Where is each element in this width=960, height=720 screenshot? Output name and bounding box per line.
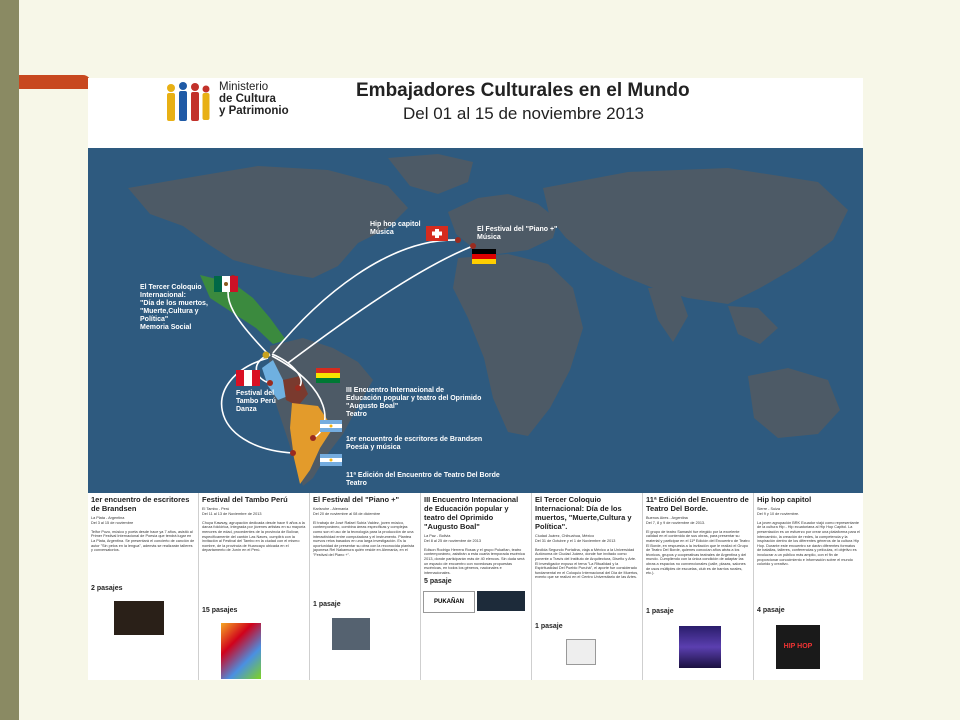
panel-body: Ciudad Juárez, Chihuahua, México Del 31 de Octubre y el 1 de Noviembre de 2013 Becilda Segundo Portalina, viaja a México a la Universidad Autónoma de Ciudad Juárez, donde fue invitado como ponente a Travís del Instituto de Arquitectura, Diseño y Arte. El investigador expuso el tema "La Ritualidad y la Espiritualidad Del Pueblo Puruhá", el aporte fue considerado fundamental en el Coloquio Internacional del Día de Muertos, evento que se realizó en el Centro Universitario de las Artes. — [535, 534, 639, 580]
panel-photo — [114, 601, 164, 635]
panel-body: Sierre - Suiza Del 9 y 10 de noviembre. La joven agrupación BRK Ecuador viajó como representante de la cultura Hip - Hip ecuatoriana al Hip Hop Capitol. La presentación es un esfuerzo por crear una plataforma para el intercambio, la creación de redes, la competencia y la inspiración dentro de los diferentes géneros de la cultura Hip Hop. Durante este encuentro se darán diferentes formatos de batallas, talleres, conferencias y películas, el objetivo es involucrar a un público más amplio, con el fin de proporcionar conocimiento e información sobre el mundo colorido y creativo. — [757, 507, 860, 567]
slide-title: Embajadores Culturales en el Mundo — [356, 80, 690, 101]
map-label-tambo: Festival del Tambo Perú Danza — [236, 390, 276, 413]
panel-photo — [566, 639, 596, 665]
panel-passes: 15 pasajes — [202, 607, 238, 614]
slide-header — [88, 78, 863, 150]
switzerland-flag-icon — [426, 226, 448, 241]
panel-borde — [643, 493, 753, 680]
panel-title: Festival del Tambo Perú — [202, 495, 288, 504]
panel-encuentro — [421, 493, 531, 680]
ministry-logo-icon — [163, 80, 211, 126]
ministry-line2: de Cultura — [219, 93, 276, 105]
panel-body: Buenos Aires - Argentina Del 7, 8 y 9 de noviembre de 2013. El grupo de teatro Samashi fue elegido por la excelente calidad en el contenido de sus obras, para presentar su material y participar en el 11ª Edición del Encuentro de Teatro El Borde, en respuesta a la invitación que le realizó el Grupo de Teatro Del Borde, quienes conocían años atrás a los técnicos, grupos y cooperativas teatrales de Argentina y del mundo. Cumpliendo con la única condición de adaptar las obras a espacios no convencionales (calle, plazas, salones de usos múltiples de escuelas, club es de barrios rurales, etc.). — [646, 516, 750, 576]
orange-tab — [19, 75, 91, 89]
panel-body: La Plata - Argentina Del 3 al 15 de noviembre Telfor Pozo, músico y poeta desde hace ya 7 años, asistió al Primer Festival Internacional de Poesía que tendrá lugar en La Plata, Argentina. Se presentará el concierto de canción de autor "Sin pelos en la lengua", además se realizarán talleres y conversatorios. — [91, 516, 195, 553]
panel-photo — [477, 591, 525, 611]
panel-passes: 1 pasaje — [313, 601, 341, 608]
argentina-flag-icon — [320, 420, 342, 432]
bolivia-flag-icon — [316, 368, 340, 383]
map-label-piano: El Festival del "Piano +" Música — [477, 226, 558, 241]
panel-title: 1er encuentro de escritores de Brandsen — [91, 495, 190, 513]
panel-passes: 4 pasaje — [757, 607, 785, 614]
argentina-flag-icon-2 — [320, 454, 342, 466]
map-label-borde: 11ª Edición del Encuentro de Teatro Del Borde Teatro — [346, 472, 500, 487]
panel-passes: 2 pasajes — [91, 585, 123, 592]
map-label-hiphop: Hip hop capitol Música — [370, 221, 421, 236]
panel-passes: 5 pasaje — [424, 578, 452, 585]
mexico-flag-icon — [214, 276, 238, 292]
panel-tambo — [199, 493, 309, 680]
slide-subtitle: Del 01 al 15 de noviembre 2013 — [403, 104, 644, 123]
ministry-line1: Ministerio — [219, 81, 269, 93]
hiphop-poster: HIP HOP — [776, 625, 820, 669]
panel-hiphop — [754, 493, 863, 680]
panel-passes: 1 pasaje — [646, 608, 674, 615]
world-map — [88, 148, 863, 493]
panel-body: Karlsruhe - Alemania Del 20 de noviembre al 08 de diciembre El trabajo de José Rafael Subía Valdez, joven músico, contemporáneo, combina áreas específicas y complejas como son el uso de la tecnología para la producción de una interactividad entre computadora y el instrumento. Plantea nuevos retos basados en una larga investigación. Es la oportunidad de presentar su obra con la reconocida pianista japonesa Rei Nakamura quién reside en Alemania, en el "Festival del Piano +". — [313, 507, 415, 557]
panel-title: El Festival del "Piano +" — [313, 495, 400, 504]
pukanan-poster: PUKAÑAN — [423, 591, 475, 613]
ministry-line3: y Patrimonio — [219, 105, 289, 117]
map-label-brandsen: 1er encuentro de escritores de Brandsen Poesía y música — [346, 436, 483, 451]
event-panels — [88, 493, 863, 680]
panel-photo — [332, 618, 370, 650]
peru-flag-icon — [236, 370, 260, 386]
panel-poster — [679, 626, 721, 668]
panel-passes: 1 pasaje — [535, 623, 563, 630]
panel-piano — [310, 493, 420, 680]
panel-body: El Tambo - Perú Del 11 al 13 de Noviembre de 2013 Chuya Kawsay, agrupación dedicada desde hace 9 años a la danza folclórica, integrada por jóvenes artistas en su mayoría menores de edad, procedentes de la provincia de Bolívar, específicamente del cantón Las Naves, cumplirá con la invitación al Festival del Tambo en la ciudad con el mismo nombre, de la provincia de Huancayo ubicada en el departamento de Junín en el Perú. — [202, 507, 306, 553]
panel-title: III Encuentro Internacional de Educación popular y teatro del Oprimido "Augusto Boal" — [424, 495, 519, 531]
left-decor-bar — [0, 0, 19, 720]
germany-flag-icon — [472, 249, 496, 264]
panel-brandsen — [88, 493, 198, 680]
ministry-name — [219, 81, 289, 117]
panel-title: 11ª Edición del Encuentro de Teatro Del Borde. — [646, 495, 749, 513]
slide-image — [88, 78, 863, 680]
panel-poster — [221, 623, 261, 679]
panel-title: Hip hop capitol — [757, 495, 812, 504]
panel-body: La Paz - Bolivia Del 8 al 25 de noviembre de 2013 Edison Rodrigo Herrera Rosas y el grupo Pukañan, teatro contemporáneo, asistirán a esta cuarta temporada escénica 2013, donde participarán más de 40 elencos. Sin duda será un espacio de encuentro con novedosas propuestas escénicas, en todos los géneros, nacionales e internacionales. — [424, 534, 525, 575]
panel-title: El Tercer Coloquio Internacional: Día de los muertos, "Muerte,Cultura y Política". — [535, 495, 632, 531]
map-label-coloquio: El Tercer Coloquio Internacional: "Día de los muertos, "Muerte,Cultura y Política" Memoria Social — [140, 284, 208, 331]
panel-coloquio — [532, 493, 642, 680]
map-label-encuentro: III Encuentro Internacional de Educación popular y teatro del Oprimido "Augusto Boal" Teatro — [346, 387, 482, 418]
